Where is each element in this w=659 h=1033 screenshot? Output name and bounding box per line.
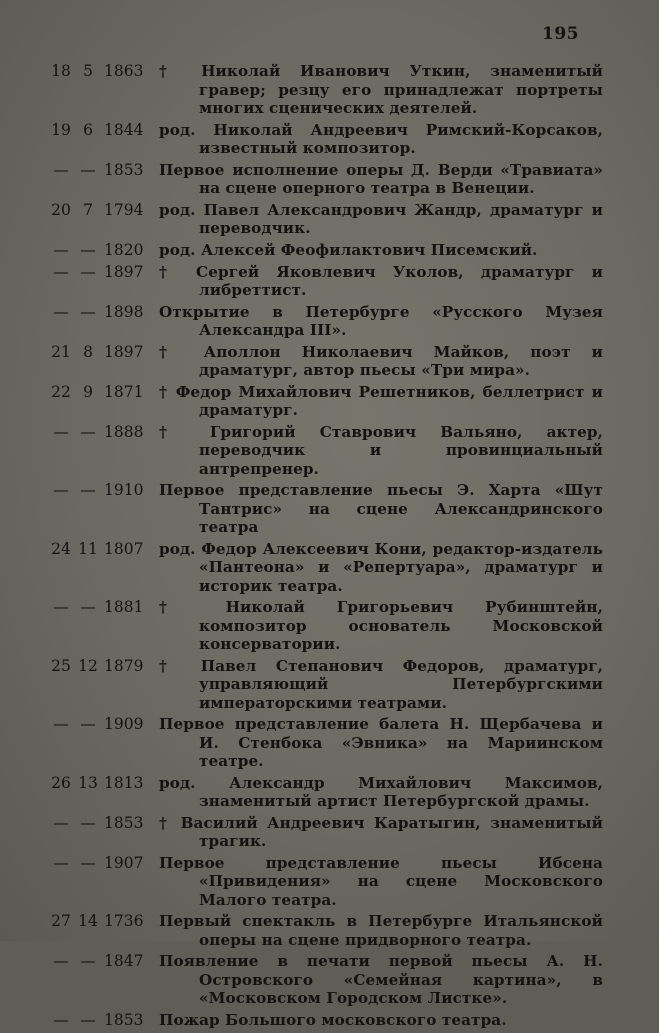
entry-year: 1853: [104, 160, 144, 179]
calendar-entry: [48, 774, 603, 811]
entry-day: 22: [51, 382, 71, 401]
calendar-entry: [48, 121, 603, 158]
entry-day: —: [53, 853, 69, 872]
entry-year: 1820: [104, 240, 144, 259]
entry-text: † Василий Андреевич Каратыгин, знаменитый трагик.: [159, 813, 603, 850]
entry-date: [48, 241, 159, 260]
entry-text: Открытие в Петербурге «Русского Музея Александра III».: [159, 302, 603, 339]
calendar-entry: [48, 343, 603, 380]
entry-text: род. Федор Алексеевич Кони, редактор-издатель «Пантеона» и «Репертуара», драматург и историк театра.: [159, 539, 603, 595]
entry-date: [48, 657, 159, 676]
entry-text: Появление в печати первой пьесы А. Н. Островского «Семейная картина», в «Московском Городском Листке».: [159, 952, 603, 1007]
entry-day: —: [53, 160, 69, 179]
calendar-entry: [48, 598, 603, 654]
page-number: 195: [542, 24, 579, 44]
entry-date: [48, 598, 159, 617]
entry-date: [48, 303, 159, 322]
entry-text: Первое представление балета Н. Щербачева и И. Стенбока «Эвника» на Мариинском театре.: [159, 715, 603, 770]
entry-day: 26: [51, 773, 71, 792]
entry-month: —: [80, 240, 96, 259]
calendar-entry: [48, 241, 603, 260]
entry-day: —: [53, 715, 69, 733]
entry-date: [48, 121, 159, 140]
entry-year: 1813: [104, 773, 144, 792]
calendar-entry: [48, 161, 603, 198]
entry-month: —: [80, 160, 96, 179]
entry-date: [48, 343, 159, 362]
entry-day: —: [53, 240, 69, 259]
entry-month: 13: [78, 773, 98, 792]
entry-month: —: [80, 813, 96, 832]
calendar-entry: [48, 1011, 603, 1030]
entry-date: [48, 263, 159, 282]
entry-date: [48, 423, 159, 442]
entry-month: —: [80, 853, 96, 872]
calendar-entry: [48, 540, 603, 596]
entry-text: род. Алексей Феофилактович Писемский.: [159, 240, 538, 259]
entry-day: 24: [51, 539, 71, 558]
calendar-entry: [48, 952, 603, 1008]
entry-text: род. Павел Александрович Жандр, драматург и переводчик.: [159, 200, 603, 237]
entry-month: 14: [78, 912, 98, 930]
entry-day: —: [53, 1010, 69, 1029]
entry-year: 1844: [104, 120, 144, 139]
calendar-entry: [48, 854, 603, 910]
calendar-entries: [48, 62, 603, 1033]
entry-date: [48, 912, 159, 931]
entry-year: 1794: [104, 200, 144, 219]
calendar-entry: [48, 201, 603, 238]
entry-year: 1847: [104, 952, 144, 970]
entry-day: —: [53, 813, 69, 832]
entry-month: 7: [83, 200, 93, 219]
entry-text: Первый спектакль в Петербурге Итальянской оперы на сцене придворного театра.: [159, 912, 603, 949]
calendar-entry: [48, 423, 603, 479]
entry-date: [48, 481, 159, 500]
entry-month: —: [80, 598, 96, 616]
entry-month: 8: [83, 342, 93, 361]
entry-day: —: [53, 422, 69, 441]
entry-year: 1907: [104, 853, 144, 872]
entry-month: —: [80, 481, 96, 499]
entry-day: 27: [51, 912, 71, 930]
entry-month: 6: [83, 120, 93, 139]
entry-date: [48, 814, 159, 833]
entry-date: [48, 383, 159, 402]
entry-month: 11: [78, 539, 98, 558]
entry-date: [48, 715, 159, 734]
entry-year: 1888: [104, 422, 144, 441]
entry-date: [48, 952, 159, 971]
entry-text: Пожар Большого московского театра.: [159, 1010, 507, 1029]
entry-day: —: [53, 952, 69, 970]
entry-date: [48, 774, 159, 793]
entry-year: 1807: [104, 539, 144, 558]
calendar-entry: [48, 303, 603, 340]
entry-year: 1881: [104, 598, 144, 616]
entry-month: —: [80, 422, 96, 441]
entry-date: [48, 161, 159, 180]
entry-day: —: [53, 302, 69, 321]
entry-text: † Николай Иванович Уткин, знаменитый гравер; резцу его принадлежат портреты многих сценических деятелей.: [159, 62, 603, 117]
entry-text: † Григорий Ставрович Вальяно, актер, переводчик и провинциальный антрепренер.: [159, 422, 603, 478]
entry-date: [48, 540, 159, 559]
calendar-entry: [48, 383, 603, 420]
entry-text: Первое представление пьесы Э. Харта «Шут Тантрис» на сцене Александринского театра: [159, 481, 603, 536]
entry-day: 25: [51, 656, 71, 675]
entry-year: 1871: [104, 382, 144, 401]
entry-day: 19: [51, 120, 71, 139]
entry-year: 1853: [104, 1010, 144, 1029]
calendar-entry: [48, 715, 603, 771]
entry-text: † Николай Григорьевич Рубинштейн, композитор основатель Московской консерватории.: [159, 598, 603, 653]
entry-year: 1736: [104, 912, 144, 930]
calendar-entry: [48, 62, 603, 118]
entry-year: 1910: [104, 481, 144, 499]
entry-month: 9: [83, 382, 93, 401]
entry-year: 1853: [104, 813, 144, 832]
entry-year: 1897: [104, 342, 144, 361]
entry-text: † Аполлон Николаевич Майков, поэт и драматург, автор пьесы «Три мира».: [159, 342, 603, 379]
entry-day: 18: [51, 62, 71, 80]
calendar-entry: [48, 263, 603, 300]
calendar-entry: [48, 657, 603, 713]
entry-text: род. Александр Михайлович Максимов, знаменитый артист Петербургской драмы.: [159, 773, 603, 810]
entry-year: 1879: [104, 656, 144, 675]
calendar-entry: [48, 814, 603, 851]
calendar-entry: [48, 912, 603, 949]
entry-month: —: [80, 302, 96, 321]
entry-day: —: [53, 262, 69, 281]
entry-day: 20: [51, 200, 71, 219]
entry-text: Первое представление пьесы Ибсена «Привидения» на сцене Московского Малого театра.: [159, 853, 603, 909]
entry-day: —: [53, 481, 69, 499]
entry-text: Первое исполнение оперы Д. Верди «Травиата» на сцене оперного театра в Венеции.: [159, 160, 603, 197]
entry-date: [48, 1011, 159, 1030]
entry-year: 1863: [104, 62, 144, 80]
entry-text: † Сергей Яковлевич Уколов, драматург и либреттист.: [159, 262, 603, 299]
entry-year: 1897: [104, 262, 144, 281]
entry-day: —: [53, 598, 69, 616]
entry-date: [48, 854, 159, 873]
entry-month: —: [80, 1010, 96, 1029]
entry-month: —: [80, 952, 96, 970]
entry-year: 1909: [104, 715, 144, 733]
entry-month: 5: [83, 62, 93, 80]
entry-month: 12: [78, 656, 98, 675]
calendar-entry: [48, 481, 603, 537]
entry-year: 1898: [104, 302, 144, 321]
entry-text: † Павел Степанович Федоров, драматург, управляющий Петербургскими императорскими театрами.: [159, 656, 603, 712]
entry-text: † Федор Михайлович Решетников, беллетрист и драматург.: [159, 382, 603, 419]
entry-month: —: [80, 715, 96, 733]
entry-date: [48, 201, 159, 220]
entry-date: [48, 62, 159, 81]
entry-month: —: [80, 262, 96, 281]
entry-text: род. Николай Андреевич Римский-Корсаков, известный композитор.: [159, 120, 603, 157]
entry-day: 21: [51, 342, 71, 361]
